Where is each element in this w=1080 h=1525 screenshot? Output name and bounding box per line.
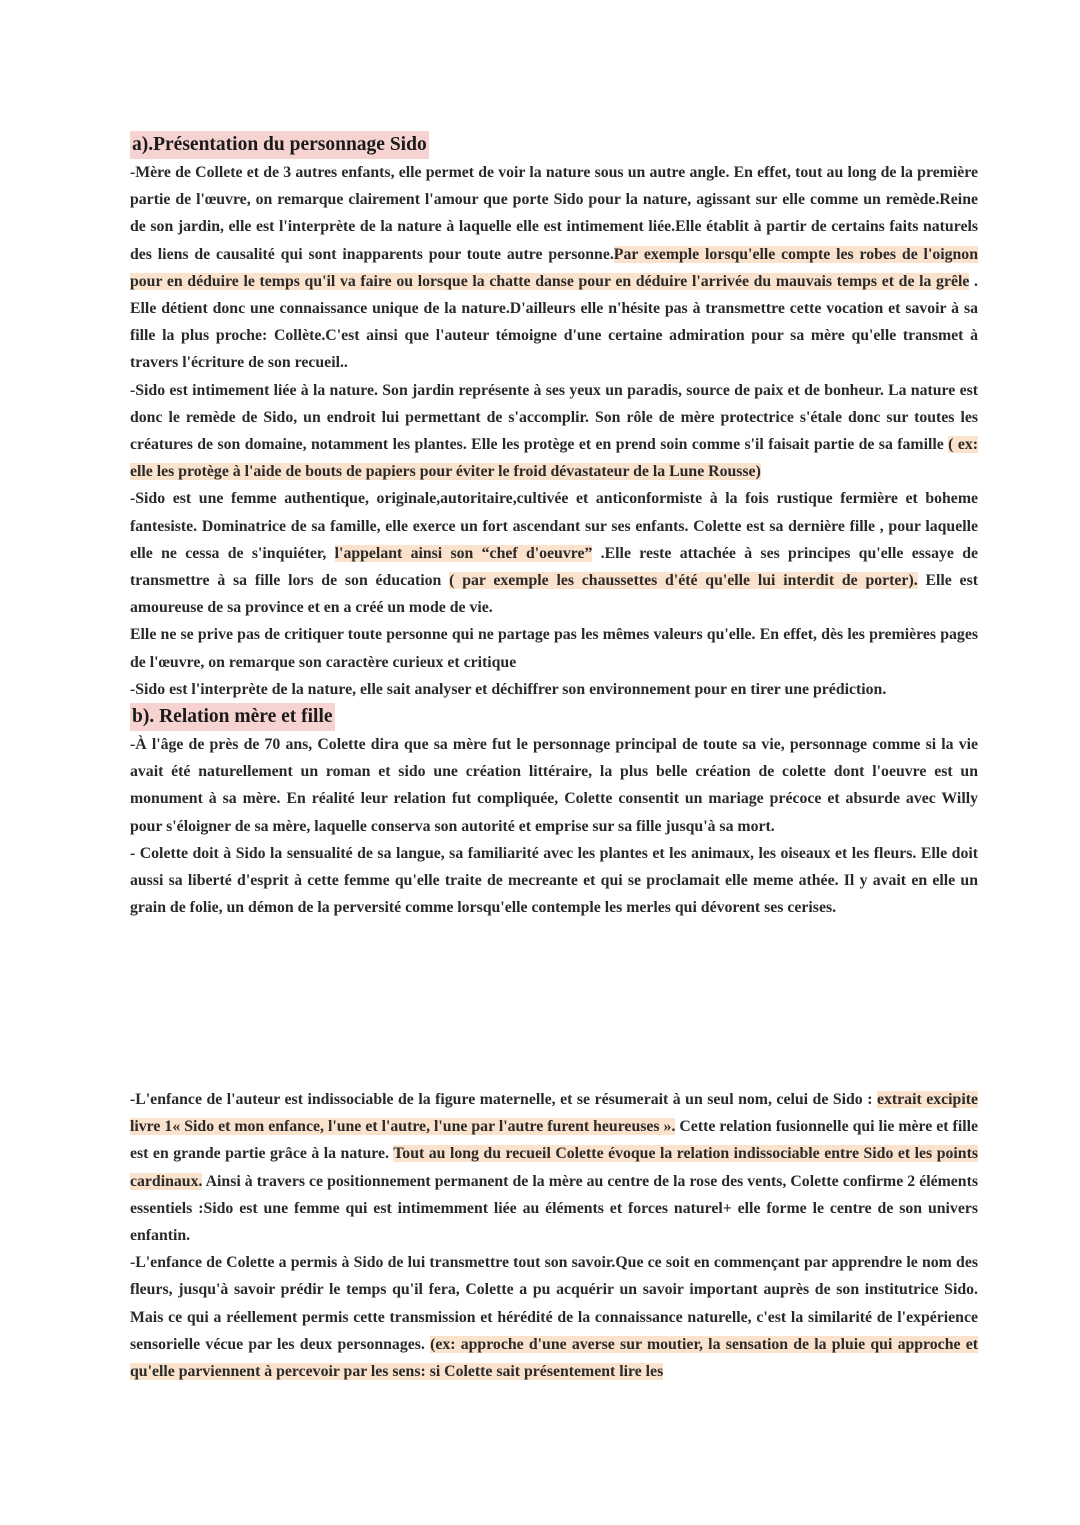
- text: -Sido est une femme authentique, originale,autoritaire,cultivée et anticonformiste à la fois rustique fermière et boheme fantesiste. Dominatrice de sa famille, elle exerce un fort ascendant sur ses enfants. Colette est sa dernière fille , pour laquelle elle ne cessa de s'inquiéter,: [130, 490, 978, 562]
- highlight: ( ex: elle les protège à l'aide de bouts de papiers pour éviter le froid dévastateur de la Lune Rousse): [130, 436, 978, 481]
- text: -Sido est intimement liée à la nature. Son jardin représente à ses yeux un paradis, source de paix et de bonheur. La nature est donc le remède de Sido, un endroit lui permettant de s'accomplir. Son rôle de mère protectrice s'étale donc sur toutes les créatures de son domaine, notamment les plantes. Elle les protège et en prend soin comme s'il faisait partie de sa famille: [130, 381, 978, 454]
- text: Cette relation fusionnelle qui lie mère et fille est en grande partie grâce à la nature.: [130, 1118, 978, 1163]
- section-a: [130, 131, 978, 921]
- paragraph-enfance-transmission: [130, 1249, 978, 1385]
- section-enfance: [130, 1086, 978, 1385]
- paragraph-sido-intro: [130, 159, 978, 377]
- paragraph-relation-sensualite: - Colette doit à Sido la sensualité de sa langue, sa familiarité avec les plantes et les animaux, les oiseaux et les fleurs. Elle doit aussi sa liberté d'esprit à cette femme qu'elle traite de mecreante et qui se proclamait elle meme athée. Il y avait en elle un grain de folie, un démon de la perversité comme lorsqu'elle contemple les merles qui dévorent ses cerises.: [130, 844, 978, 917]
- heading-relation-mere-fille: b). Relation mère et fille: [130, 703, 335, 731]
- text: -L'enfance de l'auteur est indissociable de la figure maternelle, et se résumerait à un seul nom, celui de Sido :: [130, 1091, 877, 1108]
- highlight: Par exemple lorsqu'elle compte les robes de l'oignon pour en déduire le temps qu'il va faire ou lorsque la chatte danse pour en déduire l'arrivée du mauvais temps et de la grêle: [130, 245, 978, 290]
- highlight: (ex: approche d'une averse sur moutier, la sensation de la pluie qui approche et qu'elle parviennent à percevoir par les sens: si Colette sait présentement lire les: [130, 1335, 978, 1381]
- paragraph-enfance-figure: [130, 1086, 978, 1249]
- text: . Elle détient donc une connaissance unique de la nature.D'ailleurs elle n'hésite pas à transmettre cette vocation et savoir à sa fille la plus proche: Collète.C'est ainsi que l'auteur témoigne d'une certaine admiration pour sa mère qu'elle transmet à travers l'écriture de son recueil..: [130, 272, 978, 372]
- text: -Mère de Collete et de 3 autres enfants, elle permet de voir la nature sous un autre angle. En effet, tout au long de la première partie de l'œuvre, on remarque clairement l'amour que porte Sido pour la nature, agissant sur elle comme un remède.Reine de son jardin, elle est l'interprète de la nature à laquelle elle est intimement liée.Elle établit à partir de certains faits naturels des liens de causalité qui sont inapparents pour toute autre personne.: [130, 164, 978, 263]
- heading-presentation-sido: a).Présentation du personnage Sido: [130, 131, 429, 159]
- highlight: Tout au long du recueil Colette évoque la relation indissociable entre Sido et les points cardinaux.: [130, 1145, 978, 1190]
- text: .Elle reste attachée à ses principes qu'elle essaye de transmettre à sa fille lors de son éducation: [130, 544, 978, 590]
- highlight: l'appelant ainsi son “chef d'oeuvre”: [334, 544, 593, 562]
- highlight: extrait excipite livre 1« Sido et mon enfance, l'une et l'autre, l'une par l'autre furent heureuses ».: [130, 1091, 979, 1136]
- paragraph-relation-70-ans: -À l'âge de près de 70 ans, Colette dira que sa mère fut le personnage principal de toute sa vie, personnage comme si la vie avait été naturellement un roman et sido une création littéraire, la plus belle création de colette dont l'oeuvre est un monument à sa mère. En réalité leur relation fut compliquée, Colette consentit un mariage précoce et absurde avec Willy pour s'éloigner de sa mère, laquelle conserva son autorité et emprise sur sa fille jusqu'à sa mort.: [130, 736, 978, 835]
- paragraph-sido-character: [130, 485, 978, 621]
- highlight: ( par exemple les chaussettes d'été qu'elle lui interdit de porter).: [449, 572, 918, 590]
- text: Elle est amoureuse de sa province et en a créé un mode de vie.: [130, 572, 978, 617]
- paragraph-sido-interprete: -Sido est l'interprète de la nature, elle sait analyser et déchiffrer son environnement pour en tirer une prédiction.: [130, 680, 887, 698]
- paragraph-sido-nature: [130, 377, 978, 486]
- text: -L'enfance de Colette a permis à Sido de lui transmettre tout son savoir.Que ce soit en commençant par apprendre le nom des fleurs, jusqu'à savoir prédir le temps qu'il fera, Colette a pu acquérir un savoir important auprès de son institutrice Sido. Mais ce qui a réellement permis cette transmission et hérédité de la connaissance naturelle, c'est la similarité de l'expérience sensorielle vécue par les deux personnages.: [130, 1254, 978, 1353]
- text: Ainsi à travers ce positionnement permanent de la mère au centre de la rose des vents, Colette confirme 2 éléments essentiels :Sido est une femme qui est intimemment liée au éléments et forces naturel+ elle forme le centre de son univers enfantin.: [130, 1172, 978, 1245]
- paragraph-sido-critique: Elle ne se prive pas de critiquer toute personne qui ne partage pas les mêmes valeurs qu'elle. En effet, dès les premières pages de l'œuvre, on remarque son caractère curieux et critique: [130, 626, 978, 671]
